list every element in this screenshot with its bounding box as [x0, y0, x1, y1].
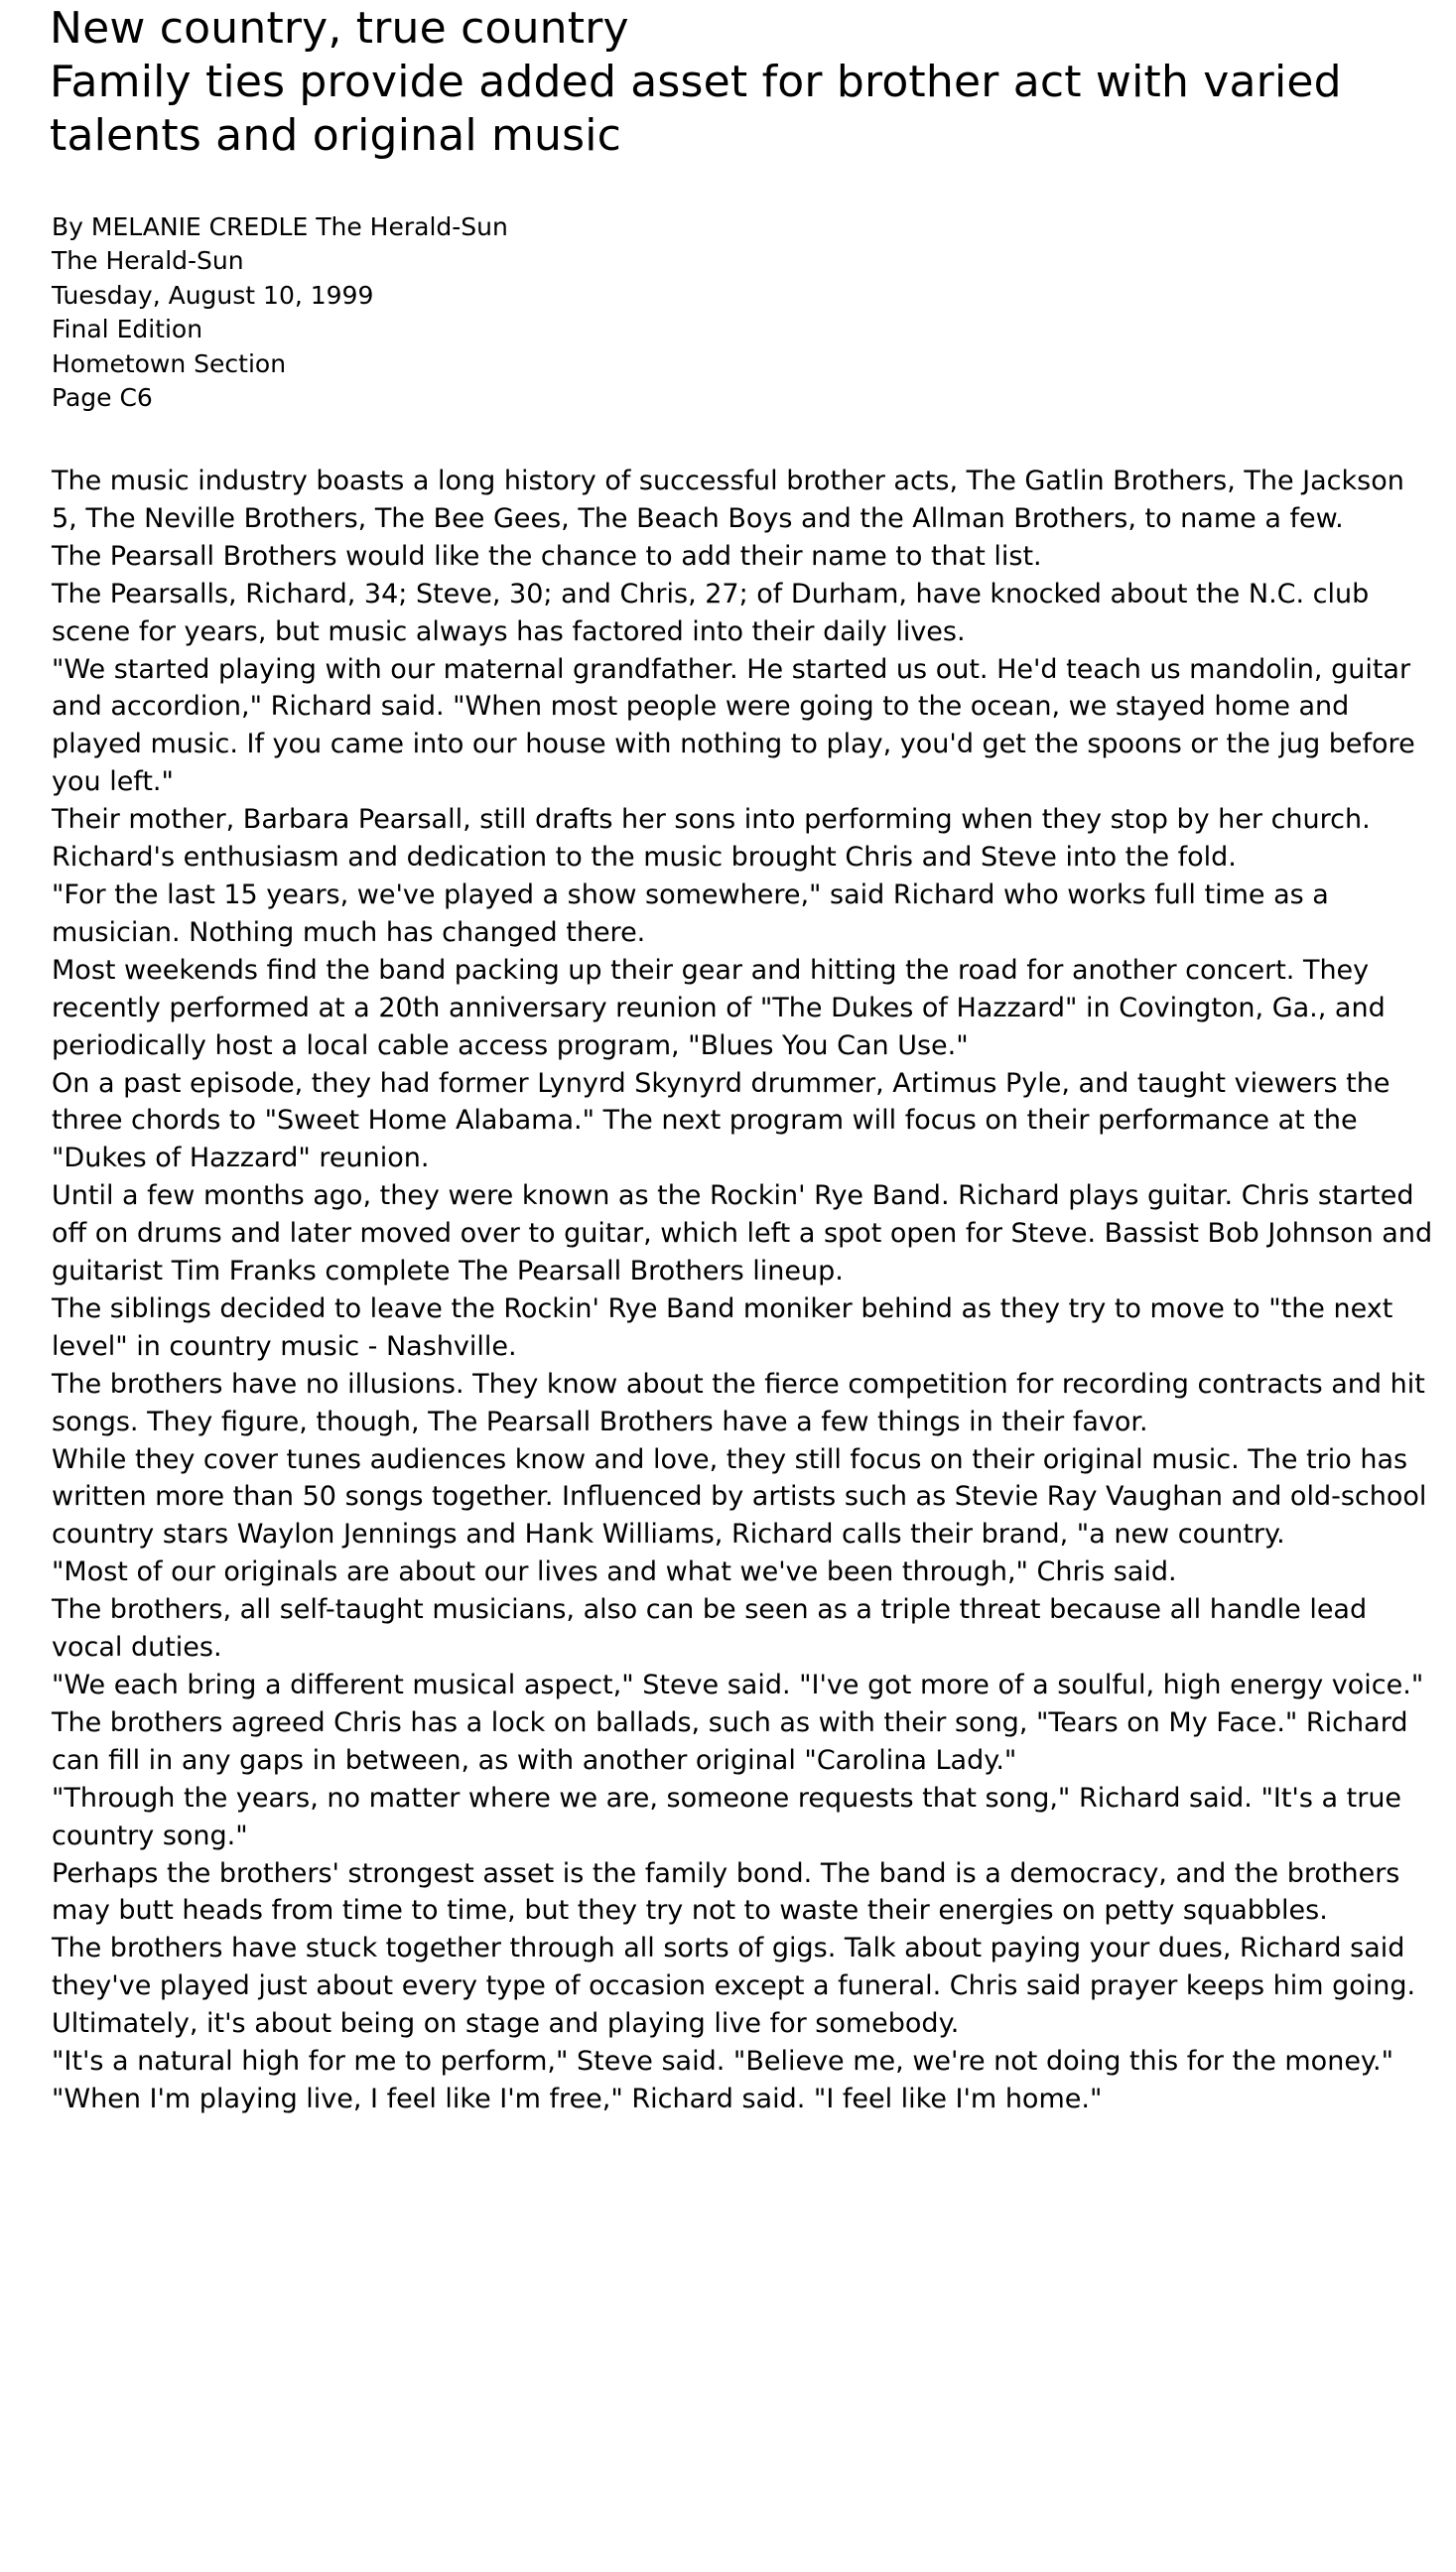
- paragraph: The brothers have stuck together through all sorts of gigs. Talk about paying your dues, Richard said they've played just about every type of occasion except a funeral. Chris said prayer keeps him going. Ultimately, it's about being on stage and playing live for somebody.: [52, 1933, 1416, 2040]
- paragraph: "For the last 15 years, we've played a show somewhere," said Richard who works full time as a musician. Nothing much has changed there.: [52, 879, 1329, 948]
- article-body: [52, 463, 1436, 2118]
- paragraph: The siblings decided to leave the Rockin' Rye Band moniker behind as they try to move to "the next level" in country music - Nashville.: [52, 1292, 1393, 1362]
- paragraph: "Through the years, no matter where we are, someone requests that song," Richard said. "It's a true country song.": [52, 1782, 1402, 1851]
- paragraph: The Pearsall Brothers would like the chance to add their name to that list.: [52, 540, 1042, 572]
- paragraph: "We each bring a different musical aspect," Steve said. "I've got more of a soulful, high energy voice.": [52, 1670, 1424, 1700]
- paragraph: The brothers, all self-taught musicians, also can be seen as a triple threat because all handle lead vocal duties.: [52, 1594, 1368, 1664]
- paragraph: While they cover tunes audiences know and love, they still focus on their original music. The trio has written more than 50 songs together. Influenced by artists such as Stevie Ray Vaughan and old-school country stars Waylon Jennings and Hank Williams, Richard calls their brand, "a new country.: [52, 1443, 1427, 1551]
- paragraph: The brothers have no illusions. They know about the fierce competition for recording contracts and hit songs. They figure, though, The Pearsall Brothers have a few things in their favor.: [52, 1368, 1425, 1437]
- headline-subtitle-line-1: Family ties provide added asset for brother act with varied: [50, 57, 1342, 107]
- paragraph: On a past episode, they had former Lynyrd Skynyrd drummer, Artimus Pyle, and taught viewers the three chords to "Sweet Home Alabama." The next program will focus on their performance at the "Dukes of Hazzard" reunion.: [52, 1067, 1390, 1174]
- headline-title: New country, true country: [50, 3, 629, 54]
- paragraph: The brothers agreed Chris has a lock on ballads, such as with their song, "Tears on My Face." Richard can fill in any gaps in between, as with another original "Carolina Lady.": [52, 1706, 1408, 1776]
- headline: [50, 2, 1439, 163]
- byline-date: Tuesday, August 10, 1999: [52, 280, 374, 310]
- byline-author: By MELANIE CREDLE The Herald-Sun: [52, 212, 508, 241]
- byline-section: Hometown Section: [52, 348, 287, 378]
- byline-edition: Final Edition: [52, 315, 203, 344]
- paragraph: "It's a natural high for me to perform," Steve said. "Believe me, we're not doing this for the money.": [52, 2046, 1394, 2078]
- paragraph: Until a few months ago, they were known as the Rockin' Rye Band. Richard plays guitar. Chris started off on drums and later moved over to guitar, which left a spot open for Steve. Bassist Bob Johnson and guitarist Tim Franks complete The Pearsall Brothers lineup.: [52, 1180, 1433, 1287]
- paragraph: Their mother, Barbara Pearsall, still drafts her sons into performing when they stop by her church.: [52, 804, 1371, 836]
- headline-subtitle-line-2: talents and original music: [50, 110, 622, 161]
- byline-page: Page C6: [52, 383, 153, 413]
- paragraph: "Most of our originals are about our lives and what we've been through," Chris said.: [52, 1557, 1177, 1588]
- byline: [52, 210, 508, 415]
- paragraph: Perhaps the brothers' strongest asset is the family bond. The band is a democracy, and the brothers may butt heads from time to time, but they try not to waste their energies on petty squabbles.: [52, 1857, 1400, 1927]
- byline-publication: The Herald-Sun: [52, 246, 244, 276]
- paragraph: Most weekends find the band packing up their gear and hitting the road for another concert. They recently performed at a 20th anniversary reunion of "The Dukes of Hazzard" in Covington, Ga., and periodically host a local cable access program, "Blues You Can Use.": [52, 954, 1386, 1061]
- paragraph: The music industry boasts a long history of successful brother acts, The Gatlin Brothers, The Jackson 5, The Neville Brothers, The Bee Gees, The Beach Boys and the Allman Brothers, to name a few.: [52, 466, 1404, 534]
- paragraph: The Pearsalls, Richard, 34; Steve, 30; and Chris, 27; of Durham, have knocked about the N.C. club scene for years, but music always has factored into their daily lives.: [52, 578, 1370, 647]
- paragraph: "When I'm playing live, I feel like I'm free," Richard said. "I feel like I'm home.": [52, 2083, 1103, 2114]
- paragraph: Richard's enthusiasm and dedication to the music brought Chris and Steve into the fold.: [52, 842, 1237, 874]
- paragraph: "We started playing with our maternal grandfather. He started us out. He'd teach us mandolin, guitar and accordion," Richard said. "When most people were going to the ocean, we stayed home and played music. If you came into our house with nothing to play, you'd get the spoons or the jug before you left.": [52, 653, 1415, 798]
